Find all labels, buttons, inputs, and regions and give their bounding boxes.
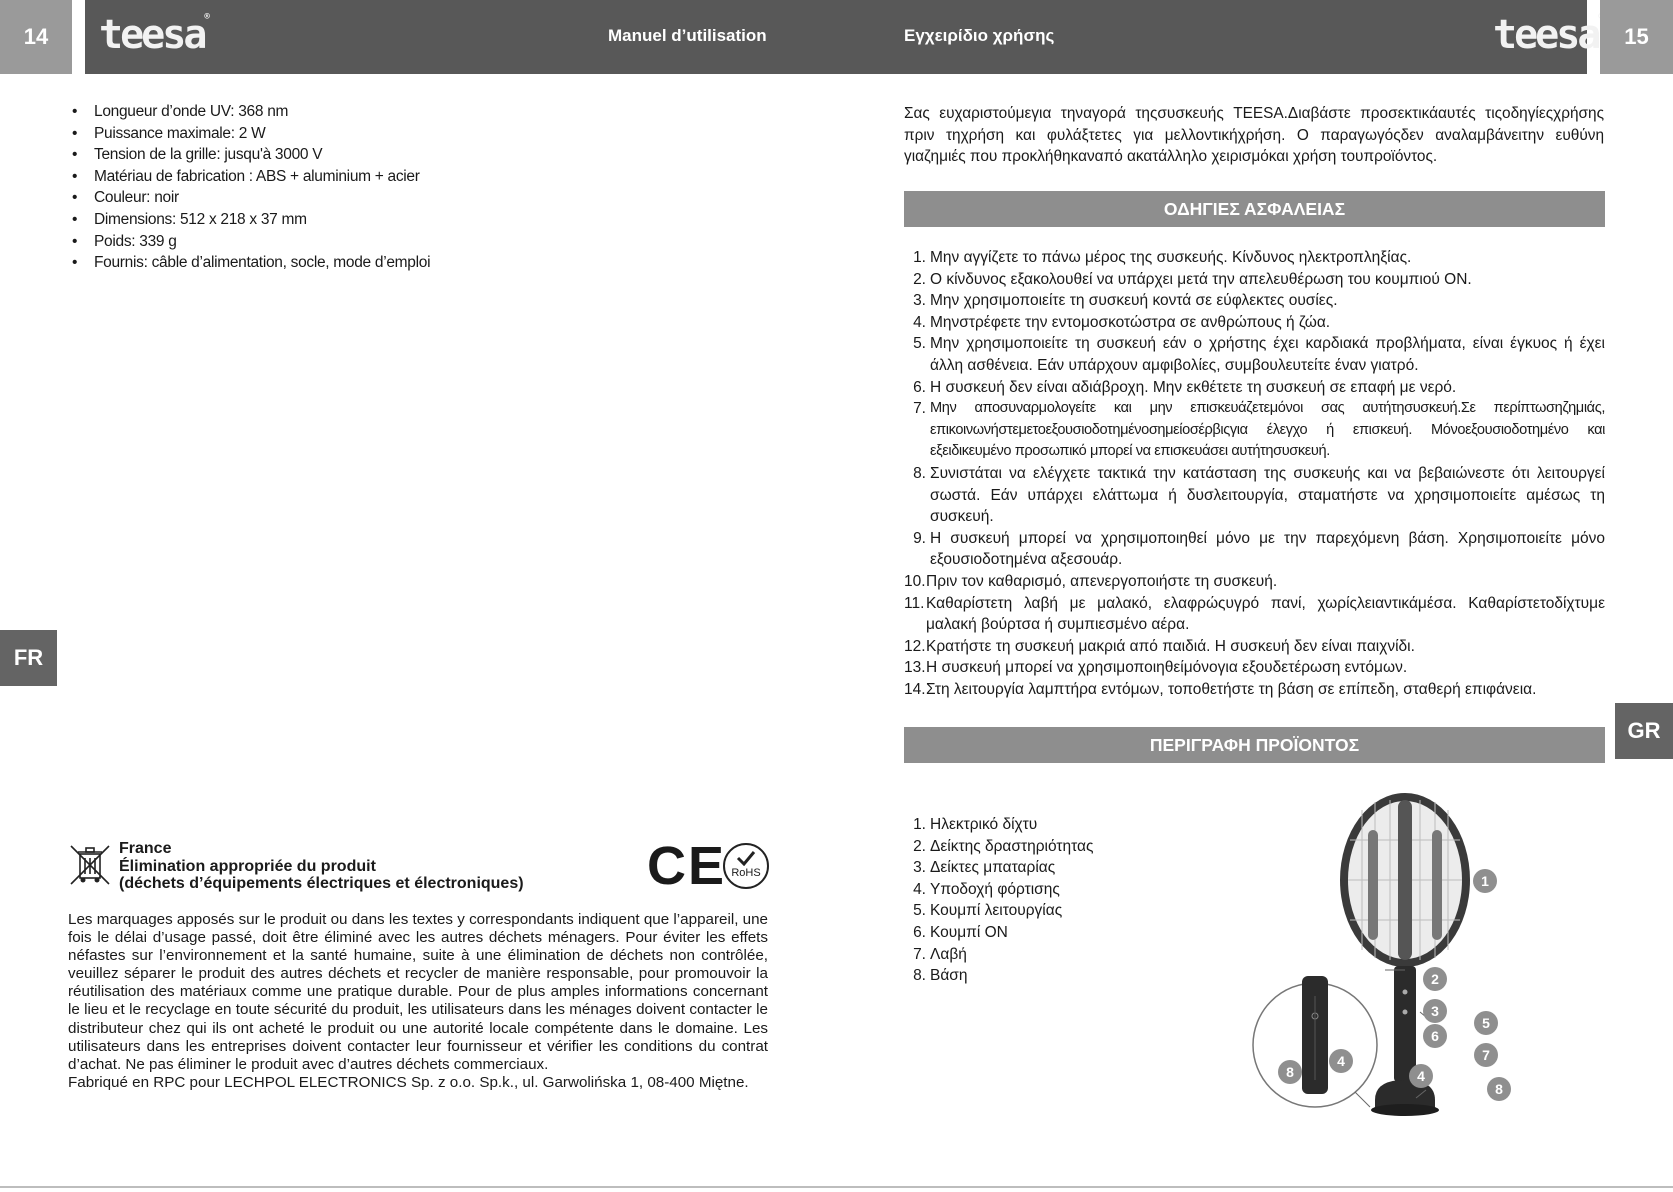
weee-title-line: (déchets d’équipements électriques et électroniques) <box>119 875 524 892</box>
list-item: 6. Η συσκευή δεν είναι αδιάβροχη. Μην εκθέτετε τη συσκευή σε επαφή με νερό. <box>913 378 1457 396</box>
list-item: 4. Μηνστρέφετε την εντομοσκοτώστρα σε ανθρώπους ή ζώα. <box>913 313 1331 331</box>
weee-paragraph: Fabriqué en RPC pour LECHPOL ELECTRONICS Sp. z o.o. Sp.k., ul. Garwolińska 1, 08-400 Miętne. <box>68 1073 749 1091</box>
brand-logo-right: teesa <box>1493 12 1599 58</box>
list-item: • Matériau de fabrication : ABS + aluminium + acier <box>72 167 420 185</box>
list-item: 5. Κουμπί λειτουργίας <box>913 902 1063 920</box>
brand-logo-left: teesa® <box>99 12 210 58</box>
callout-badge-4-zoom: 4 <box>1329 1049 1353 1073</box>
list-item: 9. Η συσκευή μπορεί να χρησιμοποιηθεί μόνο με την παρεχόμενη βάση. Χρησιμοποιείτε μόνο εξουσιοδοτημένα αξεσουάρ. <box>913 529 1605 569</box>
list-item: 5. Μην χρησιμοποιείτε τη συσκευή εάν ο χρήστης έχει καρδιακά προβλήματα, είναι έγκυος ή έχει άλλη ασθένεια. Εάν υπάρχουν αμφιβολίες, συμβουλευτείτε έναν γιατρό. <box>913 335 1605 374</box>
callout-badge-7: 7 <box>1474 1043 1498 1067</box>
list-item: 8. Συνιστάται να ελέγχετε τακτικά την κατάσταση της συσκευής και να βεβαιώνεστε ότι λειτουργεί σωστά. Εάν υπάρχει ελάττωμα ή δυσλειτουργία, σταματήστε να χρησιμοποιείτε αμέσως τη συσκευή. <box>913 464 1605 526</box>
callout-badge-6: 6 <box>1423 1024 1447 1048</box>
bottom-rule <box>0 1186 1673 1188</box>
header-title-left: Manuel d’utilisation <box>608 26 767 45</box>
list-item: 8. Βάση <box>913 967 968 985</box>
product-heading: ΠΕΡΙΓΡΑΦΗ ΠΡΟΪΟΝΤΟΣ <box>904 727 1605 763</box>
weee-paragraph: Les marquages apposés sur le produit ou dans les textes y correspondants indiquent que l’appareil, une fois le délai d’usage passé, doit être éliminé avec les autres déchets ménagers. Pour éviter les effets néfastes sur l’environnement et la santé humaine, suite à une élimination de déchets non contrôlée, veuillez séparer le produit des autres déchets et recycler de manière responsable, pour promouvoir la réutilisation des matériaux comme une pratique durable. Pour de plus amples informations concernant le lieu et le recyclage en toute sécurité du produit, les utilisateurs dans les ménages doivent contacter le distributeur chez qui ils ont acheté le produit ou une autorité locale compétente dans le domaine. Les utilisateurs dans les entreprises doivent contacter leur fournisseur et vérifier les conditions du contrat d’achat. Ne pas éliminer le produit avec d’autres déchets commerciaux. <box>68 911 768 1073</box>
callout-badge-5: 5 <box>1474 1011 1498 1035</box>
rohs-label: RoHS <box>731 867 761 879</box>
list-item: 4. Υποδοχή φόρτισης <box>913 880 1060 898</box>
list-item: • Dimensions: 512 x 218 x 37 mm <box>72 210 307 228</box>
callout-badge-1: 1 <box>1473 869 1497 893</box>
weee-title-line: Élimination appropriée du produit <box>119 857 376 875</box>
list-item: • Fournis: câble d’alimentation, socle, mode d’emploi <box>72 254 431 272</box>
list-item: 3. Μην χρησιμοποιείτε τη συσκευή κοντά σε εύφλεκτες ουσίες. <box>913 292 1338 310</box>
list-item: 1. Ηλεκτρικό δίχτυ <box>913 816 1038 833</box>
weee-title <box>119 840 524 893</box>
list-item: 11. Καθαρίστετη λαβή με μαλακό, ελαφρώςυγρό πανί, χωρίςλειαντικάμέσα. Καθαρίστετοδίχτυμε μαλακή βούρτσα ή συμπιεσμένο αέρα. <box>904 594 1605 634</box>
list-item: • Tension de la grille: jusqu'à 3000 V <box>72 146 323 164</box>
specifications-list <box>68 103 430 276</box>
callout-badge-8-zoom: 8 <box>1278 1060 1302 1084</box>
list-item: 3. Δείκτες μπαταρίας <box>913 859 1056 877</box>
list-item: 13. Η συσκευή μπορεί να χρησιμοποιηθείμόνογια εξουδετέρωση εντόμων. <box>904 659 1408 677</box>
list-item: 12. Κρατήστε τη συσκευή μακριά από παιδιά. Η συσκευή δεν είναι παιχνίδι. <box>904 637 1415 655</box>
weee-title-line: France <box>119 840 172 857</box>
rohs-mark-icon <box>723 843 769 889</box>
checkmark-icon <box>736 850 756 866</box>
list-item: 7. Λαβή <box>913 945 967 963</box>
callout-badge-3: 3 <box>1423 999 1447 1023</box>
header-title-right: Εγχειρίδιο χρήσης <box>904 26 1055 45</box>
list-item: • Puissance maximale: 2 W <box>72 124 266 142</box>
page-number-left: 14 <box>0 0 72 74</box>
list-item: 7. Μην αποσυναρμολογείτε και μην επισκευάζετεμόνοι σας αυτήτησυσκευή.Σε περίπτωσηζημιάς, επικοινωνήστεμετοεξουσιοδοτημένοσημείοσέρβιςγια έλεγχο ή επισκευή. Μόνοεξουσιοδοτημένο και εξειδικευμένο προσωπικό μπορεί να επισκευάσει αυτήτησυσκευή. <box>913 400 1605 460</box>
safety-list <box>904 247 1605 700</box>
callout-badge-4: 4 <box>1409 1064 1433 1088</box>
weee-crossed-bin-icon <box>67 842 113 888</box>
page-number-right: 15 <box>1600 0 1673 74</box>
callout-badge-8: 8 <box>1487 1077 1511 1101</box>
intro-paragraph: Σας ευχαριστούμεγια τηναγορά τηςσυσκευής TEESA.Διαβάστε προσεκτικάαυτές τιςοδηγίεςχρήσης πριν τηχρήση και φυλάξτετες για μελλοντικήχρήση. Ο παραγωγόςδεν αναλαμβάνειτην ευθύνη γιαζημιές που προκλήθηκαναπό ακατάλληλο χειρισμόκαι χρήση τουπροϊόντος. <box>904 105 1604 166</box>
list-item: • Longueur d’onde UV: 368 nm <box>72 103 289 120</box>
language-tab-fr: FR <box>0 630 57 686</box>
header-bar <box>85 0 1587 74</box>
list-item: 1. Μην αγγίζετε το πάνω μέρος της συσκευής. Κίνδυνος ηλεκτροπληξίας. <box>913 249 1412 266</box>
weee-body <box>68 911 768 1092</box>
list-item: 6. Κουμπί ON <box>913 923 1008 941</box>
list-item: 2. Ο κίνδυνος εξακολουθεί να υπάρχει μετά την απελευθέρωση του κουμπιού ON. <box>913 270 1472 288</box>
list-item: • Couleur: noir <box>72 189 179 207</box>
safety-heading: ΟΔΗΓΙΕΣ ΑΣΦΑΛΕΙΑΣ <box>904 191 1605 227</box>
parts-list <box>904 814 1093 987</box>
list-item: 2. Δείκτης δραστηριότητας <box>913 837 1094 855</box>
ce-mark-icon: CE <box>647 836 727 896</box>
list-item: 10. Πριν τον καθαρισμό, απενεργοποιήστε τη συσκευή. <box>904 572 1278 590</box>
language-tab-gr: GR <box>1615 703 1673 759</box>
callout-badge-2: 2 <box>1423 967 1447 991</box>
list-item: 14. Στη λειτουργία λαμπτήρα εντόμων, τοποθετήστε τη βάση σε επίπεδη, σταθερή επιφάνεια. <box>904 680 1537 698</box>
list-item: • Poids: 339 g <box>72 232 177 250</box>
